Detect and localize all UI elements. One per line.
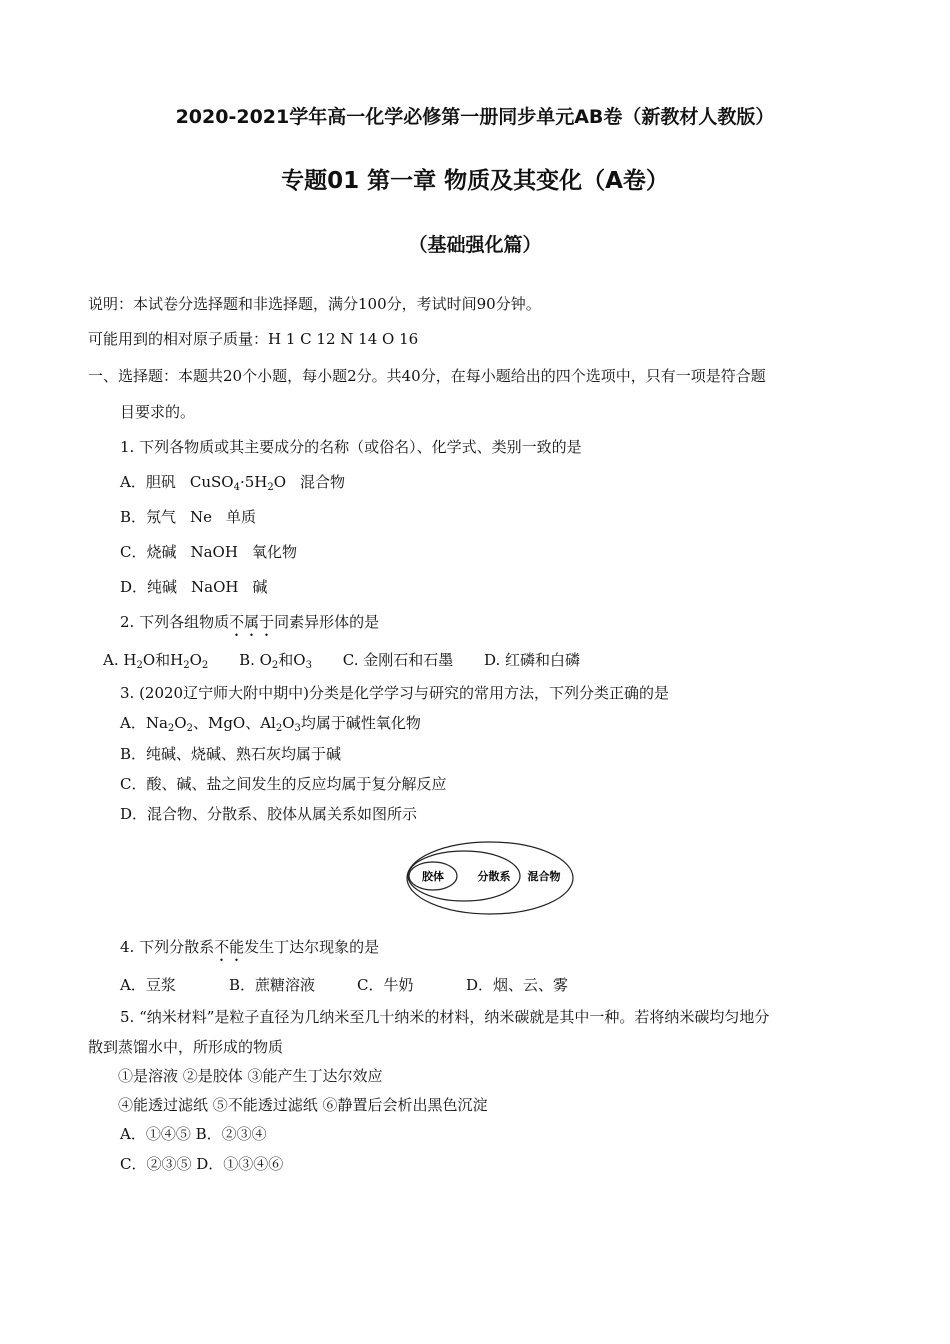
q3-option-c: C．酸、碱、盐之间发生的反应均属于复分解反应 <box>120 775 447 793</box>
section-heading: 一、选择题：本题共20个小题，每小题2分。共40分，在每小题给出的四个选项中，只有一项是符合题 <box>88 367 766 385</box>
q2-stem: 2. 下列各组物质不属于同素异形体的是 <box>120 613 380 631</box>
q2-option-c: C. 金刚石和石墨 <box>342 651 454 669</box>
q2-option-b: B. $O_2$和$O_3$ <box>239 651 312 671</box>
section-heading-cont: 目要求的。 <box>120 403 196 421</box>
q1-option-a: A．胆矾 $CuSO_4\cdot 5H_2O$ 混合物 <box>120 473 346 493</box>
label-mixture: 混合物 <box>527 870 561 883</box>
doc-title-main: 2020-2021学年高一化学必修第一册同步单元AB卷（新教材人教版） <box>175 106 775 128</box>
q2-option-a: A. $H_2O$和$H_2O_2$ <box>103 651 209 671</box>
q3-option-a: A．$Na_2O_2$、MgO、$Al_2O_3$均属于碱性氧化物 <box>120 714 421 734</box>
q1-option-b: B．氖气 Ne 单质 <box>120 508 257 526</box>
q4-option-a: A．豆浆 <box>120 976 176 994</box>
q4-option-b: B．蔗糖溶液 <box>229 976 316 994</box>
classification-diagram <box>404 840 576 920</box>
q2-option-d: D. 红磷和白磷 <box>484 651 581 669</box>
q1-option-c: C．烧碱 NaOH 氧化物 <box>120 543 297 561</box>
q3-option-b: B．纯碱、烧碱、熟石灰均属于碱 <box>120 745 342 763</box>
q2-options <box>103 650 580 670</box>
q3-stem: 3. (2020辽宁师大附中期中)分类是化学学习与研究的常用方法，下列分类正确的是 <box>120 684 669 702</box>
doc-title-sub: （基础强化篇） <box>408 234 542 256</box>
exam-note: 说明：本试卷分选择题和非选择题，满分100分，考试时间90分钟。 <box>88 295 541 313</box>
q5-stem-cont: 散到蒸馏水中，所形成的物质 <box>88 1038 284 1056</box>
q3-option-d: D．混合物、分散系、胶体从属关系如图所示 <box>120 805 418 823</box>
emphasis-cannot: 不能 <box>214 938 245 956</box>
emphasis-not: 不属于 <box>229 613 275 631</box>
q5-statements-2: ④能透过滤纸 ⑤不能透过滤纸 ⑥静置后会析出黑色沉淀 <box>118 1096 488 1114</box>
doc-title-topic: 专题01 第一章 物质及其变化（A卷） <box>281 168 669 194</box>
label-dispersion: 分散系 <box>477 870 511 883</box>
q4-option-d: D．烟、云、雾 <box>466 976 569 994</box>
label-colloid: 胶体 <box>422 870 444 883</box>
q5-options-cd: C．②③⑤ D．①③④⑥ <box>120 1155 284 1173</box>
q4-option-c: C．牛奶 <box>357 976 414 994</box>
atomic-mass-line: 可能用到的相对原子质量：H 1 C 12 N 14 O 16 <box>88 330 419 348</box>
q5-stem: 5. “纳米材料”是粒子直径为几纳米至几十纳米的材料，纳米碳就是其中一种。若将纳米碳均匀地分 <box>120 1008 770 1026</box>
q5-statements-1: ①是溶液 ②是胶体 ③能产生丁达尔效应 <box>118 1067 383 1085</box>
q1-stem: 1. 下列各物质或其主要成分的名称（或俗名）、化学式、类别一致的是 <box>120 438 582 456</box>
q5-options-ab: A．①④⑤ B．②③④ <box>120 1125 267 1143</box>
q1-option-d: D．纯碱 NaOH 碱 <box>120 578 268 596</box>
q4-stem: 4. 下列分散系不能发生丁达尔现象的是 <box>120 938 380 956</box>
